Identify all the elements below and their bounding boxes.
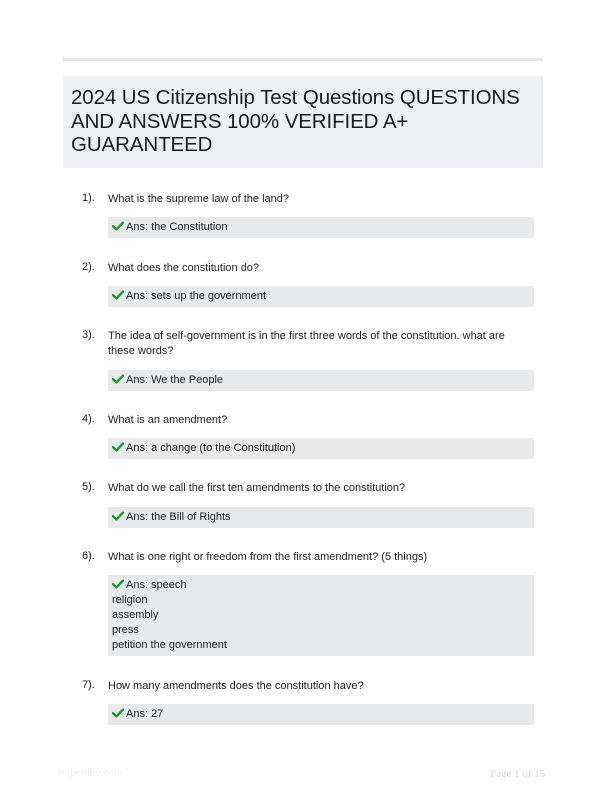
answer-box (108, 575, 534, 656)
question-text: What does the constitution do? (108, 262, 260, 274)
check-icon (112, 708, 124, 718)
answer-text: Ans: We the People (126, 374, 224, 386)
question-number: 6). (82, 550, 95, 562)
answer-box (108, 217, 534, 238)
question-number: 7). (82, 679, 95, 691)
answer-box (108, 507, 534, 528)
answer-text: press (112, 624, 139, 636)
answer-box (108, 370, 534, 391)
footer-watermark: Papertibo.com (58, 768, 123, 779)
answer-text: assembly (112, 609, 159, 621)
check-icon (112, 221, 124, 231)
answer-text: Ans: the Constitution (126, 221, 228, 233)
question-number: 1). (82, 192, 95, 204)
question-number: 2). (82, 261, 95, 273)
question-text: The idea of self-government is in the first three words of the constitution. what are these words? (108, 330, 505, 357)
question-text: What is an amendment? (108, 414, 228, 426)
check-icon (112, 442, 124, 452)
check-icon (112, 374, 124, 384)
answer-box (108, 704, 534, 725)
page-indicator: Page 1 of 15 (490, 768, 546, 780)
answer-text: petition the government (112, 639, 227, 651)
document-title: 2024 US Citizenship Test Questions QUESTIONS AND ANSWERS 100% VERIFIED A+ GUARANTEED (71, 86, 520, 156)
check-icon (112, 290, 124, 300)
answer-box (108, 286, 534, 307)
top-divider (63, 58, 543, 61)
title-banner (63, 76, 543, 168)
check-icon (112, 511, 124, 521)
answer-box (108, 438, 534, 459)
question-text: How many amendments does the constitution have? (108, 680, 364, 692)
answer-text: Ans: sets up the government (126, 290, 267, 302)
question-number: 4). (82, 413, 95, 425)
answer-text: Ans: the Bill of Rights (126, 511, 231, 523)
question-number: 3). (82, 329, 95, 341)
answer-text: Ans: speech (126, 579, 187, 591)
answer-text: Ans: 27 (126, 708, 164, 720)
check-icon (112, 579, 124, 589)
question-text: What is one right or freedom from the first amendment? (5 things) (108, 551, 428, 563)
answer-text: Ans: a change (to the Constitution) (126, 442, 296, 454)
question-text: What is the supreme law of the land? (108, 193, 289, 205)
question-number: 5). (82, 481, 95, 493)
answer-text: religion (112, 594, 148, 606)
question-text: What do we call the first ten amendments to the constitution? (108, 482, 406, 494)
